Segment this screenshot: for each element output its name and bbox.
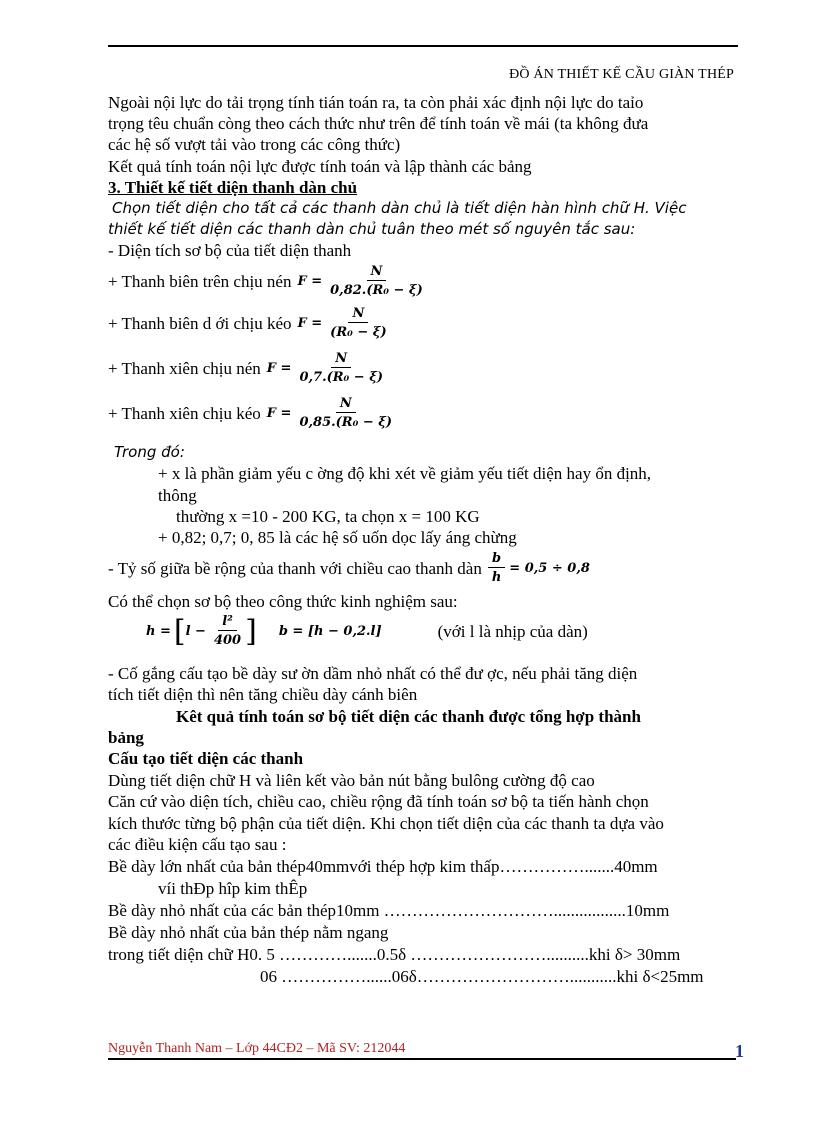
condition-line: Bề dày lớn nhất của bản thép40mmvới thép hợp kim thấp…………….......40mm <box>108 857 658 876</box>
condition-line: Bề dày nhỏ nhất của bản thép nằm ngang <box>108 923 389 942</box>
formula-lhs: F = <box>297 316 323 331</box>
paragraph-line: Căn cứ vào diện tích, chiều cao, chiều rộng đã tính toán sơ bộ ta tiến hành chọn <box>108 792 649 811</box>
italic-paragraph-line: thiết kế tiết diện các thanh dàn chủ tuân theo mét số nguyên tắc sau: <box>108 220 636 238</box>
empirical-h-l: l − <box>185 624 206 639</box>
header-title: ĐỒ ÁN THIẾT KẾ CẦU GIÀN THÉP <box>509 67 734 82</box>
formula-label: + Thanh biên trên chịu nén <box>108 272 292 291</box>
empirical-note: (với l là nhịp của dàn) <box>437 622 588 641</box>
formula-label: + Thanh xiên chịu nén <box>108 359 261 378</box>
header-rule <box>108 45 738 47</box>
condition-line: Bề dày nhỏ nhất của các bản thép10mm ………………………….................10mm <box>108 901 670 920</box>
formula-fraction <box>295 350 387 387</box>
formula-numerator: N <box>367 263 387 281</box>
empirical-fraction <box>210 613 245 650</box>
formula-denominator: (R₀ − ξ) <box>330 325 387 340</box>
ratio-row <box>108 550 590 587</box>
italic-paragraph-line: Chọn tiết diện cho tất cả các thanh dàn chủ là tiết diện hàn hình chữ H. Việc <box>112 199 687 217</box>
result-heading-line: bảng <box>108 728 144 747</box>
ratio-denominator: h <box>491 570 502 585</box>
formula-lhs: F = <box>266 361 292 376</box>
formula-numerator: N <box>331 350 351 368</box>
where-line: + x là phần giảm yếu c ờng độ khi xét về giảm yếu tiết diện hay ổn định, <box>158 464 652 483</box>
formula-numerator: N <box>336 395 356 413</box>
where-label: Trong đó: <box>114 443 185 461</box>
empirical-formula-row <box>146 613 588 650</box>
where-line: + 0,82; 0,7; 0, 85 là các hệ số uốn dọc lấy áng chừng <box>158 528 517 547</box>
where-line: thông <box>158 486 197 505</box>
bracket-close: ] <box>245 614 257 649</box>
empirical-b: b = [h − 0,2.l] <box>278 624 382 639</box>
where-line: thường x =10 - 200 KG, ta chọn x = 100 KG <box>176 507 480 526</box>
paragraph-line: kích thước từng bộ phận của tiết diện. Khi chọn tiết diện của các thanh ta dựa vào <box>108 814 664 833</box>
paragraph-line: Dùng tiết diện chữ H và liên kết vào bản nút bằng bulông cường độ cao <box>108 771 595 790</box>
condition-line: víi thÐp hîp kim thÊp <box>158 879 308 898</box>
paragraph-line: Kết quả tính toán nội lực được tính toán và lập thành các bảng <box>108 157 532 176</box>
footer-author: Nguyễn Thanh Nam – Lớp 44CĐ2 – Mã SV: 212044 <box>108 1041 406 1056</box>
area-intro: - Diện tích sơ bộ của tiết diện thanh <box>108 241 352 260</box>
empirical-numerator: l² <box>218 613 237 631</box>
paragraph-line: các điều kiện cấu tạo sau : <box>108 835 287 854</box>
paragraph-line: tích tiết diện thì nên tăng chiều dày cánh biên <box>108 685 418 704</box>
ratio-label: - Tỷ số giữa bề rộng của thanh với chiều cao thanh dàn <box>108 559 482 578</box>
subsection-heading: Cấu tạo tiết diện các thanh <box>108 749 304 768</box>
formula-row <box>108 263 427 300</box>
paragraph-line: trọng têu chuẩn còng theo cách thức như trên để tính toán về mái (ta không đưa <box>108 114 649 133</box>
paragraph-line: các hệ số vượt tải vào trong các công thức) <box>108 135 401 154</box>
empirical-denominator: 400 <box>213 633 242 648</box>
empirical-intro: Có thể chọn sơ bộ theo công thức kinh nghiệm sau: <box>108 592 458 611</box>
footer-rule <box>108 1058 736 1060</box>
paragraph-line: - Cố gắng cấu tạo bề dày sư ờn dầm nhỏ nhất có thể đư ợc, nếu phải tăng diện <box>108 664 638 683</box>
formula-lhs: F = <box>297 274 323 289</box>
result-heading-line: Kêt quả tính toán sơ bộ tiết diện các thanh được tổng hợp thành <box>176 707 641 726</box>
ratio-rhs: = 0,5 ÷ 0,8 <box>509 561 590 576</box>
formula-row <box>108 305 391 342</box>
ratio-numerator: b <box>488 550 505 568</box>
formula-denominator: 0,82.(R₀ − ξ) <box>330 283 423 298</box>
formula-label: + Thanh xiên chịu kéo <box>108 404 261 423</box>
condition-line: trong tiết diện chữ H0. 5 ………….......0.5δ ……………………..........khi δ> 30mm <box>108 945 681 964</box>
empirical-h-lhs: h = <box>146 624 171 639</box>
formula-row <box>108 395 396 432</box>
formula-label: + Thanh biên d ới chịu kéo <box>108 314 292 333</box>
condition-line: 06 ……………......06δ………………………...........khi δ<25mm <box>260 967 704 986</box>
formula-denominator: 0,7.(R₀ − ξ) <box>299 370 384 385</box>
formula-fraction <box>326 305 390 342</box>
bracket-open: [ <box>173 614 186 649</box>
formula-row <box>108 350 387 387</box>
ratio-fraction <box>488 550 505 587</box>
page-number: 1 <box>735 1041 744 1061</box>
formula-fraction <box>326 263 427 300</box>
formula-lhs: F = <box>266 406 292 421</box>
formula-numerator: N <box>348 305 368 323</box>
paragraph-line: Ngoài nội lực do tải trọng tính tián toán ra, ta còn phải xác định nội lực do taỉo <box>108 93 644 112</box>
formula-denominator: 0,85.(R₀ − ξ) <box>299 415 393 430</box>
formula-fraction <box>295 395 396 432</box>
section-heading: 3. Thiết kế tiết diện thanh dàn chủ <box>108 178 358 197</box>
